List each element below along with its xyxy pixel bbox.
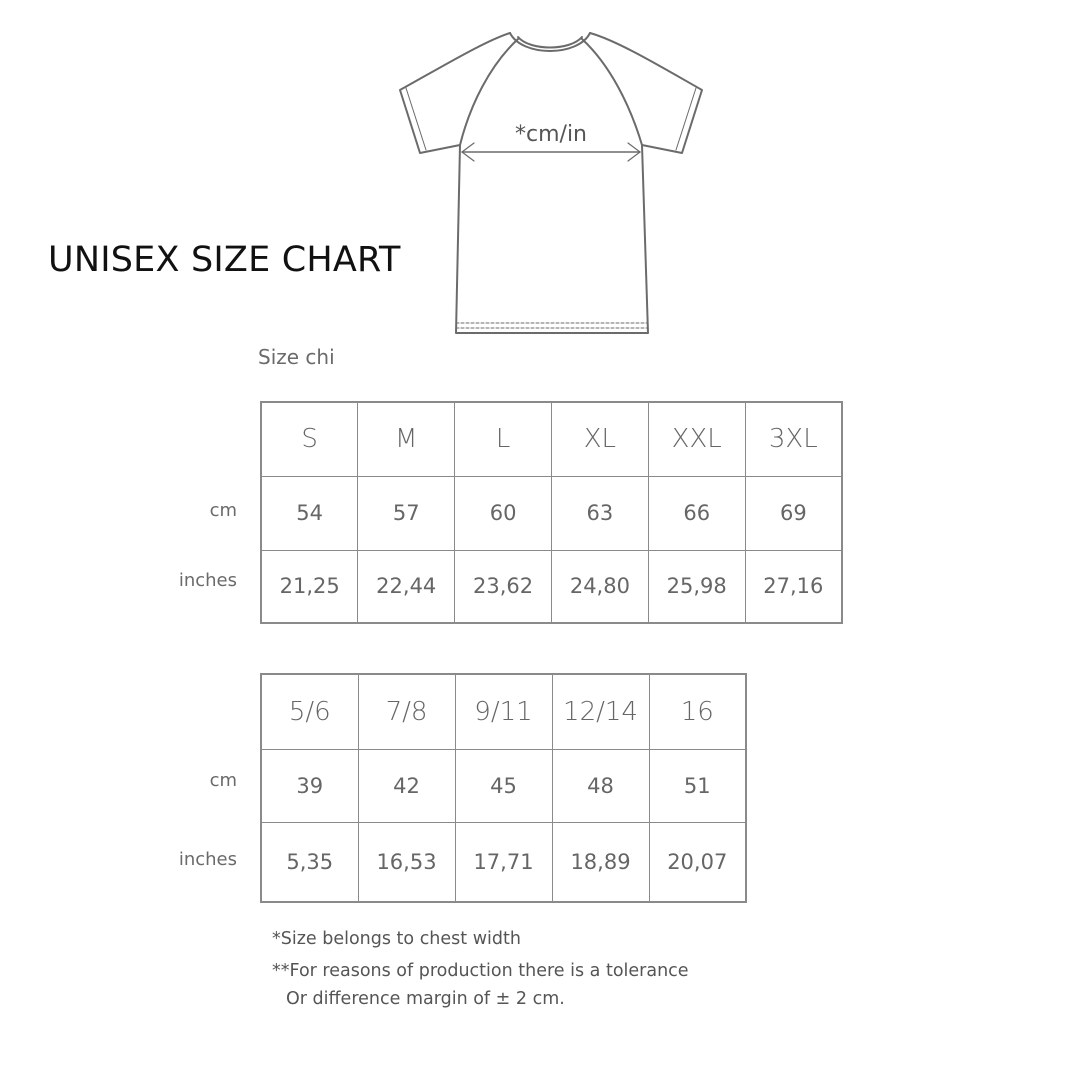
size-cell: 7/8 [358, 674, 455, 749]
inches-cell: 18,89 [552, 822, 649, 902]
inches-cell: 25,98 [648, 550, 745, 623]
table-caption: Size chi [258, 345, 335, 369]
cm-cell: 51 [649, 749, 746, 822]
tshirt-diagram [390, 25, 710, 345]
cm-row-label: cm [209, 500, 237, 521]
cm-row [261, 749, 746, 822]
size-row [261, 402, 842, 476]
page-title: UNISEX SIZE CHART [48, 240, 401, 280]
size-row [261, 674, 746, 749]
cm-cell: 63 [551, 476, 648, 550]
size-cell: 5/6 [261, 674, 358, 749]
cm-cell: 42 [358, 749, 455, 822]
size-cell: M [358, 402, 455, 476]
inches-cell: 23,62 [455, 550, 552, 623]
inches-cell: 17,71 [455, 822, 552, 902]
size-cell: 9/11 [455, 674, 552, 749]
cm-row-label: cm [209, 770, 237, 791]
inches-row-label: inches [178, 849, 237, 870]
footnote-chest-width: *Size belongs to chest width [272, 929, 521, 949]
footnote-tolerance: **For reasons of production there is a tolerance [272, 961, 689, 981]
size-cell: XXL [648, 402, 745, 476]
inches-cell: 5,35 [261, 822, 358, 902]
measure-label: *cm/in [515, 122, 587, 147]
cm-cell: 57 [358, 476, 455, 550]
cm-cell: 39 [261, 749, 358, 822]
footnote-margin: Or difference margin of ± 2 cm. [286, 989, 565, 1009]
inches-row [261, 822, 746, 902]
size-cell: 3XL [745, 402, 842, 476]
inches-cell: 20,07 [649, 822, 746, 902]
size-cell: 12/14 [552, 674, 649, 749]
inches-cell: 27,16 [745, 550, 842, 623]
cm-row [261, 476, 842, 550]
size-cell: 16 [649, 674, 746, 749]
inches-cell: 21,25 [261, 550, 358, 623]
cm-cell: 60 [455, 476, 552, 550]
cm-cell: 69 [745, 476, 842, 550]
cm-cell: 54 [261, 476, 358, 550]
cm-cell: 48 [552, 749, 649, 822]
cm-cell: 45 [455, 749, 552, 822]
inches-cell: 16,53 [358, 822, 455, 902]
inches-cell: 22,44 [358, 550, 455, 623]
inches-row [261, 550, 842, 623]
inches-cell: 24,80 [551, 550, 648, 623]
size-cell: S [261, 402, 358, 476]
kids-size-table [260, 673, 747, 903]
size-cell: XL [551, 402, 648, 476]
cm-cell: 66 [648, 476, 745, 550]
adult-size-table [260, 401, 843, 624]
size-cell: L [455, 402, 552, 476]
inches-row-label: inches [178, 570, 237, 591]
